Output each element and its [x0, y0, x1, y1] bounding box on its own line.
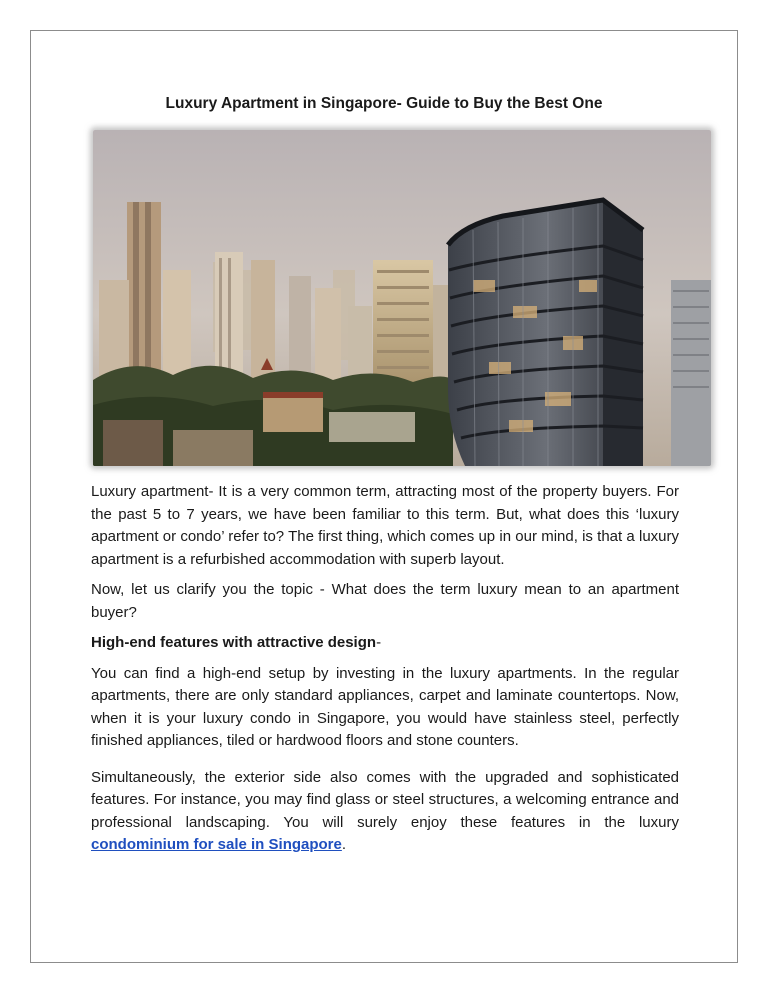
paragraph-clarify: Now, let us clarify you the topic - What does the term luxury mean to an apartment buyer? — [91, 581, 679, 621]
paragraph-intro: Luxury apartment- It is a very common term, attracting most of the property buyers. For the past 5 to 7 years, we have been familiar to this term. But, what does this ‘luxury apartment or condo’ refer to? The first thing, which comes up in our mind, is that a luxury apartment is a refurbished accommodation with superb layout. — [91, 483, 679, 568]
paragraph-exterior: Simultaneously, the exterior side also comes with the upgraded and sophisticated features. For instance, you may find glass or steel structures, a welcoming entrance and professional landscaping. You will surely enjoy these features in the luxury condominium for sale in Singapore. — [91, 768, 679, 853]
hero-image — [93, 130, 711, 466]
document-title: Luxury Apartment in Singapore- Guide to Buy the Best One — [165, 95, 603, 112]
condominium-link[interactable]: condominium for sale in Singapore — [91, 836, 342, 853]
article-body — [91, 481, 679, 865]
section-heading: High-end features with attractive design- — [91, 634, 382, 651]
paragraph-features: You can find a high-end setup by investing in the luxury apartments. In the regular apartments, there are only standard appliances, carpet and laminate countertops. Now, when it is your luxury condo in Singapore, you would have stainless steel, perfectly finished appliances, tiled or hardwood floors and stone counters. — [91, 664, 679, 749]
skyline-illustration — [93, 130, 711, 466]
document-page — [30, 30, 738, 963]
